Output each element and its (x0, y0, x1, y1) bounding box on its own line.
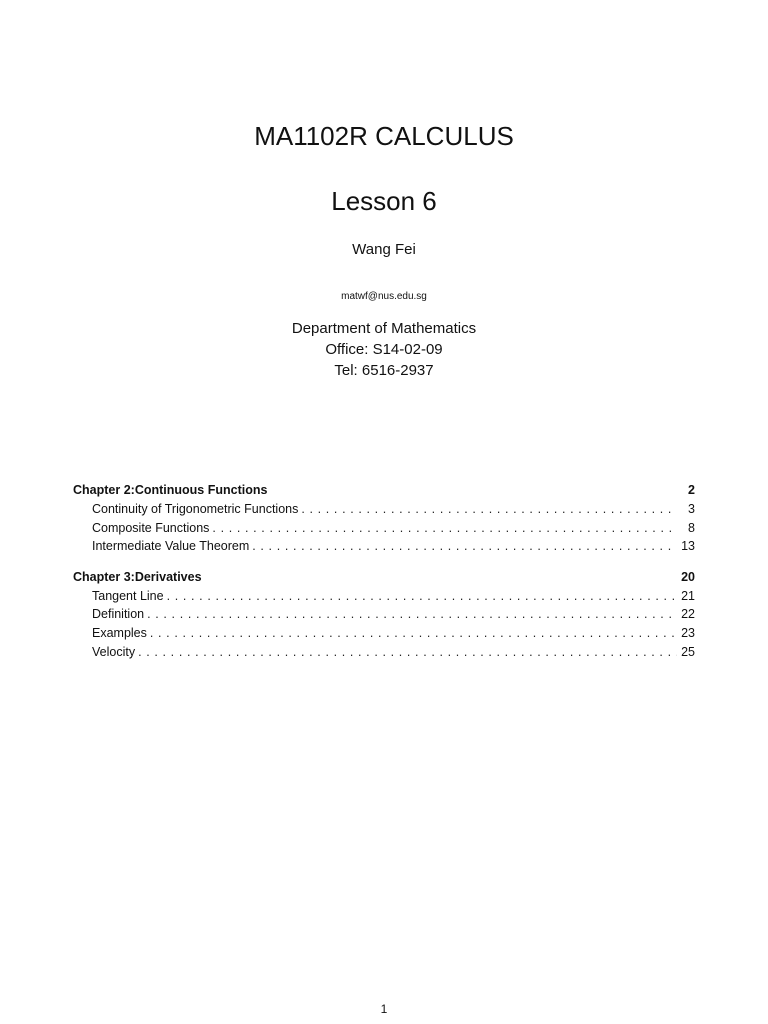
entry-label: Intermediate Value Theorem (92, 539, 250, 554)
telephone-number: Tel: 6516-2937 (334, 362, 434, 379)
lesson-title: Lesson 6 (331, 186, 437, 216)
toc-chapter-heading[interactable] (73, 481, 695, 500)
page-number: 1 (380, 1002, 388, 1016)
dot-leader (212, 519, 677, 538)
entry-label: Definition (92, 607, 145, 622)
dot-leader (138, 643, 677, 662)
toc-chapter (73, 568, 695, 661)
entry-page: 3 (688, 502, 695, 516)
toc-chapter (73, 481, 695, 556)
chapter-title: Chapter 3:Derivatives (73, 569, 202, 584)
entry-page: 8 (688, 520, 695, 535)
chapter-page: 20 (681, 569, 695, 584)
toc-entry[interactable] (73, 624, 695, 643)
author-email: matwf@nus.edu.sg (341, 291, 427, 302)
course-title: MA1102R CALCULUS (254, 121, 514, 151)
entry-page: 13 (681, 539, 695, 554)
toc-entry[interactable] (73, 500, 695, 519)
toc-entry[interactable] (73, 605, 695, 624)
entry-page: 22 (681, 607, 695, 622)
office-location: Office: S14-02-09 (325, 341, 443, 358)
dot-leader (150, 624, 677, 643)
entry-page: 23 (681, 625, 695, 640)
contact-block (0, 318, 768, 381)
entry-page: 25 (681, 644, 695, 659)
toc-entry[interactable] (73, 587, 695, 606)
entry-label: Velocity (92, 644, 136, 659)
dot-leader (167, 587, 677, 606)
chapter-title: Chapter 2:Continuous Functions (73, 483, 268, 497)
toc-chapter-heading[interactable] (73, 568, 695, 587)
entry-label: Composite Functions (92, 520, 210, 535)
toc-entry[interactable] (73, 643, 695, 662)
table-of-contents (73, 481, 695, 673)
toc-entry[interactable] (73, 519, 695, 538)
department-name: Department of Mathematics (291, 320, 477, 337)
dot-leader (301, 500, 677, 519)
chapter-page: 2 (688, 483, 695, 497)
entry-page: 21 (681, 588, 695, 603)
dot-leader (147, 605, 677, 624)
toc-entry[interactable] (73, 537, 695, 556)
entry-label: Examples (92, 625, 147, 640)
entry-label: Tangent Line (92, 588, 164, 603)
entry-label: Continuity of Trigonometric Functions (92, 502, 299, 516)
author-name: Wang Fei (352, 241, 416, 258)
dot-leader (252, 537, 677, 556)
